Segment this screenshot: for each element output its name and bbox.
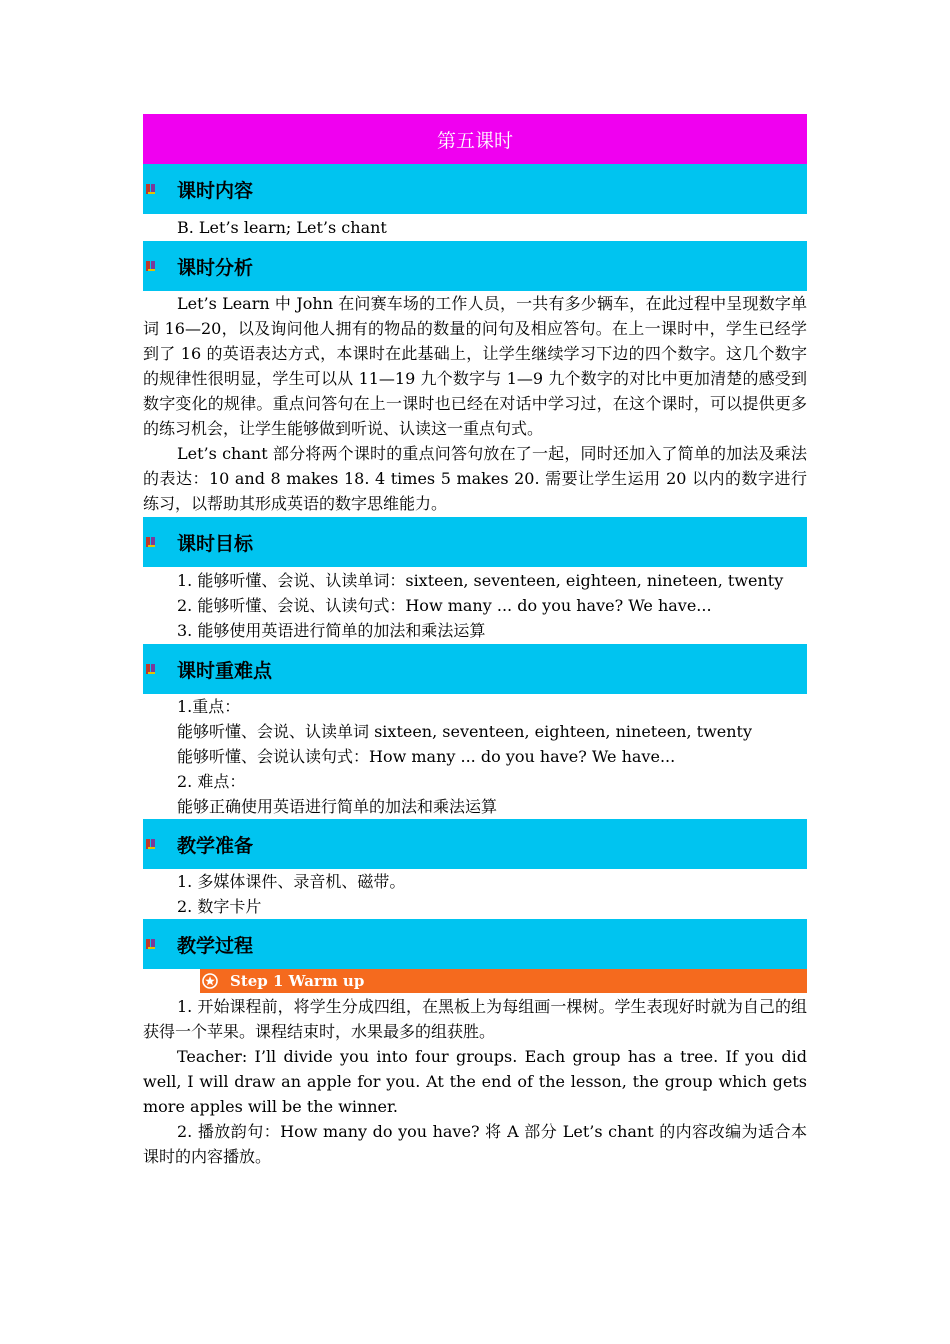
analysis-paragraph: Let’s chant 部分将两个课时的重点问答句放在了一起，同时还加入了简单的加法及乘法的表达：10 and 8 makes 18. 4 times 5 makes 20. 需要让学生运用 20 以内的数字进行练习，以帮助其形成英语的数字思维能力。 xyxy=(143,444,807,513)
book-bullet-icon xyxy=(145,536,157,548)
section-heading: 教学准备 xyxy=(177,834,254,857)
book-bullet-icon xyxy=(145,938,157,950)
lesson-title: 第五课时 xyxy=(436,129,513,152)
process-paragraph: 2. 播放韵句：How many do you have? 将 A 部分 Let’s chant 的内容改编为适合本课时的内容播放。 xyxy=(143,1122,807,1166)
section-body-process xyxy=(143,993,807,1169)
section-heading: 课时目标 xyxy=(177,532,254,555)
step-label: Step 1 Warm up xyxy=(230,972,365,990)
section-header-key-points xyxy=(143,644,807,694)
key-point-line: 1.重点： xyxy=(177,697,241,716)
analysis-paragraph: Let’s Learn 中 John 在问赛车场的工作人员，一共有多少辆车，在此过程中呈现数字单词 16—20，以及询问他人拥有的物品的数量的问句及相应答句。在上一课时中，学生已经学到了 16 的英语表达方式，本课时在此基础上，让学生继续学习下边的四个数字。这几个数字的规律性很明显，学生可以从 11—19 九个数字与 1—9 九个数字的对比中更加清楚的感受到数字变化的规律。重点问答句在上一课时也已经在对话中学习过，在这个课时，可以提供更多的练习机会，让学生能够做到听说、认读这一重点句式。 xyxy=(143,294,807,438)
section-header-analysis xyxy=(143,241,807,291)
book-bullet-icon xyxy=(145,663,157,675)
section-header-content xyxy=(143,164,807,214)
book-bullet-icon xyxy=(145,838,157,850)
document xyxy=(143,114,807,1169)
section-header-goals xyxy=(143,517,807,567)
process-paragraph: 1. 开始课程前，将学生分成四组，在黑板上为每组画一棵树。学生表现好时就为自己的组获得一个苹果。课程结束时，水果最多的组获胜。 xyxy=(143,997,807,1041)
key-point-line: 2. 难点： xyxy=(177,772,246,791)
section-body-goals xyxy=(143,567,807,643)
section-header-preparation xyxy=(143,819,807,869)
goal-item: 2. 能够听懂、会说、认读句式：How many ... do you have? We have... xyxy=(177,596,712,615)
section-body-content xyxy=(143,214,807,240)
lesson-title-bar xyxy=(143,114,807,164)
section-heading: 教学过程 xyxy=(177,934,254,957)
book-bullet-icon xyxy=(145,260,157,272)
book-bullet-icon xyxy=(145,183,157,195)
goal-item: 1. 能够听懂、会说、认读单词：sixteen, seventeen, eighteen, nineteen, twenty xyxy=(177,571,784,590)
key-point-line: 能够听懂、会说、认读单词 sixteen, seventeen, eighteen, nineteen, twenty xyxy=(177,722,753,741)
section-heading: 课时分析 xyxy=(177,256,254,279)
preparation-item: 2. 数字卡片 xyxy=(177,897,262,916)
section-header-process xyxy=(143,919,807,969)
star-circle-icon xyxy=(202,973,218,989)
section-body-key-points xyxy=(143,694,807,819)
goal-item: 3. 能够使用英语进行简单的加法和乘法运算 xyxy=(177,621,486,640)
step-header-warm-up xyxy=(200,969,807,993)
section-body-analysis xyxy=(143,291,807,516)
section-heading: 课时内容 xyxy=(177,179,254,202)
content-line: B. Let’s learn; Let’s chant xyxy=(177,218,387,237)
section-heading: 课时重难点 xyxy=(177,659,273,682)
preparation-item: 1. 多媒体课件、录音机、磁带。 xyxy=(177,872,406,891)
section-body-preparation xyxy=(143,869,807,919)
process-paragraph: Teacher: I’ll divide you into four groups. Each group has a tree. If you did well, I will draw an apple for you. At the end of the lesson, the group which gets more apples will be the winner. xyxy=(143,1047,807,1116)
key-point-line: 能够听懂、会说认读句式：How many ... do you have? We have... xyxy=(177,747,676,766)
key-point-line: 能够正确使用英语进行简单的加法和乘法运算 xyxy=(177,797,498,816)
